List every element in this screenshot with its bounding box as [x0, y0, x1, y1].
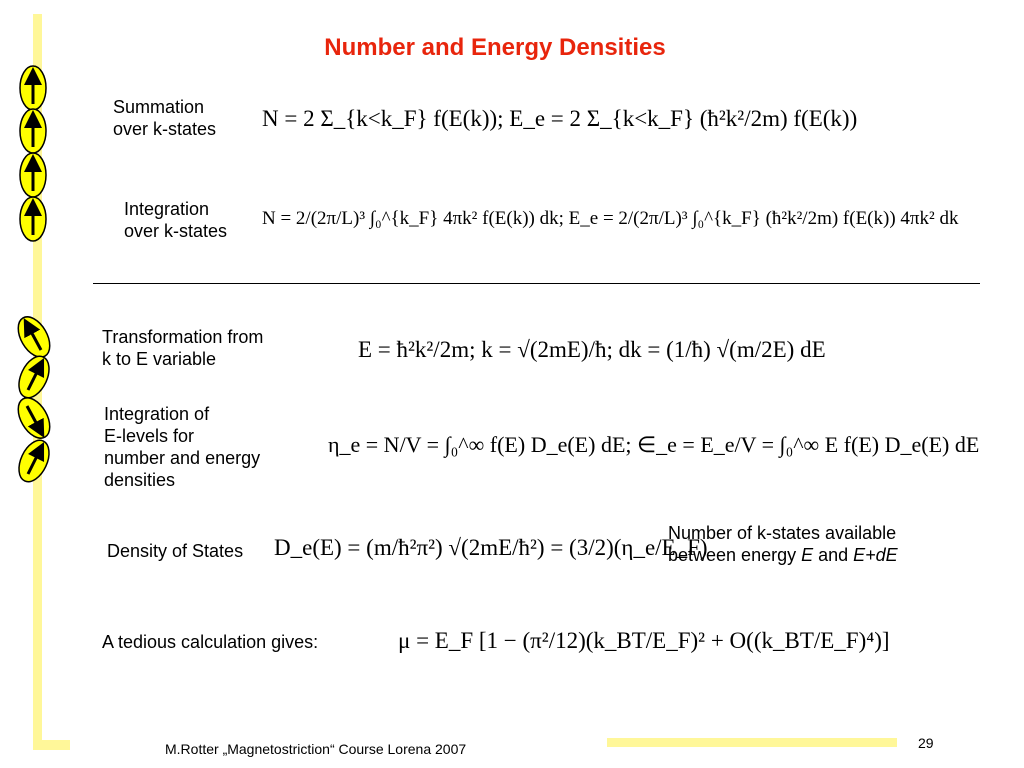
label-transformation: Transformation from k to E variable	[102, 327, 264, 369]
label-density-of-states: Density of States	[107, 541, 244, 561]
tilted-arrow-icon	[12, 311, 57, 362]
bottom-left-decor-bar	[33, 740, 70, 750]
footer-credit: M.Rotter „Magnetostriction“ Course Lorena 2007	[165, 741, 467, 757]
up-arrow-icon	[20, 66, 46, 110]
kstates-note-e: E	[801, 545, 814, 565]
tilted-arrow-icon	[12, 392, 57, 443]
up-arrow-icon	[20, 109, 46, 153]
label-summation: Summation over k-states	[113, 97, 217, 139]
kstates-note-and: and	[813, 545, 854, 565]
equation-integration: N = 2/(2π/L)³ ∫₀^{k_F} 4πk² f(E(k)) dk; E_e = 2/(2π/L)³ ∫₀^{k_F} (ħ²k²/2m) f(E(k)) 4πk² dk	[262, 208, 959, 229]
tilted-arrow-icon	[13, 436, 55, 487]
equation-chemical-potential: μ = E_F [1 − (π²/12)(k_BT/E_F)² + O((k_BT/E_F)⁴)]	[398, 628, 890, 653]
bottom-right-decor-bar	[607, 738, 897, 747]
slide-title: Number and Energy Densities	[324, 34, 666, 61]
label-tedious-calculation: A tedious calculation gives:	[102, 632, 319, 652]
page-number: 29	[918, 735, 934, 751]
equation-summation: N = 2 Σ_{k<k_F} f(E(k)); E_e = 2 Σ_{k<k_F} (ħ²k²/2m) f(E(k))	[262, 106, 858, 131]
equation-energy-levels: η_e = N/V = ∫₀^∞ f(E) D_e(E) dE; ∈_e = E_e/V = ∫₀^∞ E f(E) D_e(E) dE	[328, 432, 980, 457]
up-arrow-icon	[20, 197, 46, 241]
equation-density-of-states: D_e(E) = (m/ħ²π²) √(2mE/ħ²) = (3/2)(η_e/E_F)	[274, 535, 708, 560]
label-integration: Integration over k-states	[124, 199, 228, 241]
equation-transformation: E = ħ²k²/2m; k = √(2mE)/ħ; dk = (1/ħ) √(m/2E) dE	[358, 337, 826, 362]
tilted-arrow-icon	[13, 352, 55, 403]
kstates-note-text: Number of k-states available between energy	[668, 523, 897, 565]
up-arrow-icon	[20, 153, 46, 197]
kstates-note-edE: E+dE	[853, 545, 898, 565]
label-energy-levels: Integration of E-levels for number and energy densities	[104, 404, 261, 490]
section-divider	[93, 283, 980, 284]
sidebar-spin-icons	[0, 0, 80, 500]
